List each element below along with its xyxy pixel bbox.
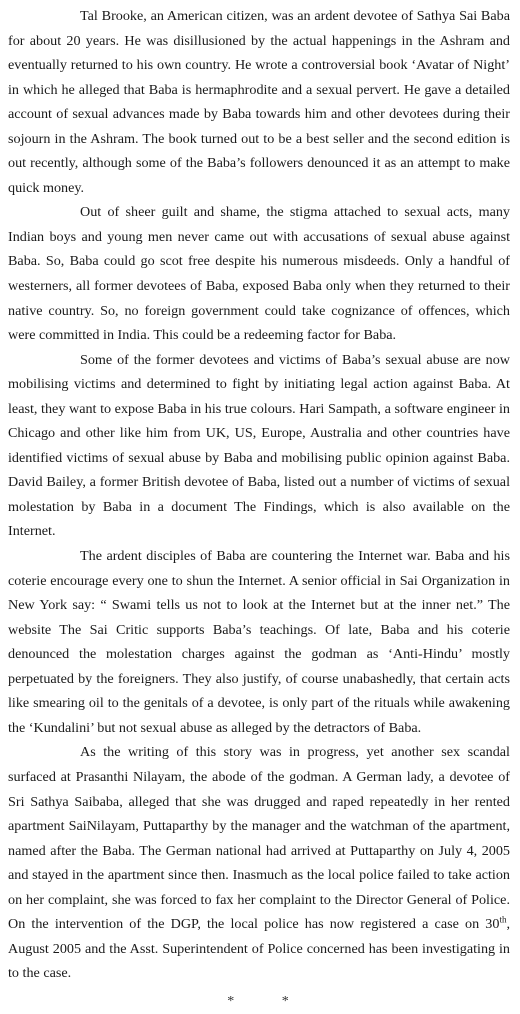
paragraph-sex-scandal xyxy=(8,740,510,985)
paragraph-internet-war: The ardent disciples of Baba are countering the Internet war. Baba and his coterie encourage every one to shun the Internet. A senior official in Sai Organization in New York say: “ Swami tells us not to look at the Internet but at the inner net.” The website The Sai Critic supports Baba’s teachings. Of late, Baba and his coterie denounced the molestation charges against the godman as ‘Anti-Hindu’ mostly perpetuated by the foreigners. They also justify, of course unabashedly, that certain acts like smearing oil to the genitals of a devotee, is only part of the rituals while awakening the ‘Kundalini’ but not sexual abuse as alleged by the detractors of Baba. xyxy=(8,548,510,736)
paragraph-guilt-and-shame: Out of sheer guilt and shame, the stigma attached to sexual acts, many Indian boys and young men never came out with accusations of sexual abuse against Baba. So, Baba could go scot free despite his numerous misdeeds. Only a handful of westerners, all former devotees of Baba, exposed Baba only when they returned to their native country. So, no foreign government could take cognizance of offences, which were committed in India. This could be a redeeming factor for Baba. xyxy=(8,204,510,344)
scandal-text: As the writing of this story was in progress, yet another sex scandal surfaced at Prasanthi Nilayam, the abode of the godman. A German lady, a devotee of Sri Sathya Saibaba, alleged that she was drugged and raped repeatedly in her rented apartment SaiNilayam, Puttaparthy by the manager and the watchman of the apartment, named after the Baba. The German national had arrived at Puttaparthy on July 4, 2005 and stayed in the apartment since then. Inasmuch as the local police failed to take action on her complaint, she was forced to fax her complaint to the Director General of Police. On the intervention of the DGP, the local police has now registered a case on 30 xyxy=(8,744,510,933)
scandal-text-end: , August 2005 and the Asst. Superintendent of Police concerned has been investigating in to the case. xyxy=(8,916,510,982)
paragraph-former-devotees: Some of the former devotees and victims of Baba’s sexual abuse are now mobilising victims and determined to fight by initiating legal action against Baba. At least, they want to expose Baba in his true colours. Hari Sampath, a software engineer in Chicago and other like him from UK, US, Europe, Australia and other countries have identified victims of sexual abuse by Baba and mobilising public opinion against Baba. David Bailey, a former British devotee of Baba, listed out a number of victims of sexual molestation by Baba in a document The Findings, which is also available on the Internet. xyxy=(8,351,510,540)
paragraph-tal-brooke: Tal Brooke, an American citizen, was an ardent devotee of Sathya Sai Baba for about 20 years. He was disillusioned by the actual happenings in the Ashram and eventually returned to his own country. He wrote a controversial book ‘Avatar of Night’ in which he alleged that Baba is hermaphrodite and a sexual pervert. He gave a detailed account of sexual advances made by Baba towards him and other devotees during their sojourn in the Ashram. The book turned out to be a best seller and the second edition is out recently, although some of the Baba’s followers denounced it as an attempt to make quick money. xyxy=(8,8,510,196)
section-break-ornament: * * xyxy=(227,993,291,1009)
ordinal-suffix: th xyxy=(499,914,507,925)
